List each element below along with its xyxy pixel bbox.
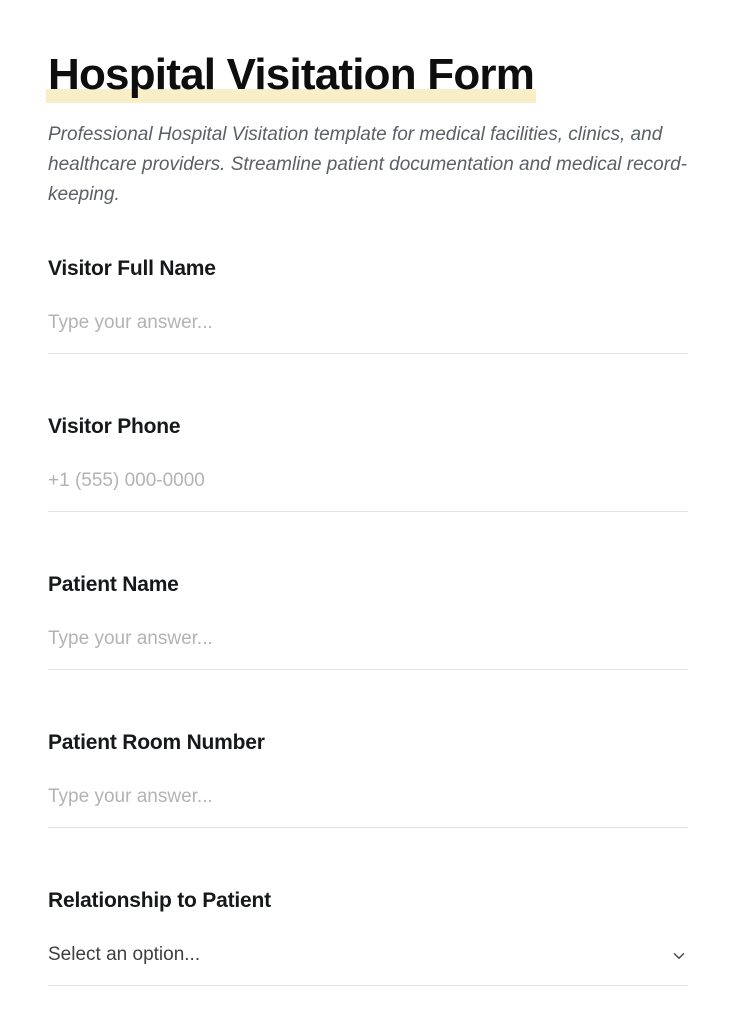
field-patient-room-number [48,730,688,828]
relationship-to-patient-select[interactable] [48,944,688,986]
visitor-phone-input-row [48,470,688,512]
page-description: Professional Hospital Visitation template for medical facilities, clinics, and healthcare providers. Streamline patient documentation and medical record-keeping. [48,124,687,206]
patient-name-input[interactable] [48,628,688,669]
relationship-to-patient-label: Relationship to Patient [48,889,271,913]
patient-name-input-row [48,628,688,670]
relationship-select-value: Select an option... [48,944,201,966]
visitor-phone-label: Visitor Phone [48,415,181,439]
patient-name-label: Patient Name [48,573,179,597]
field-relationship-to-patient [48,888,688,986]
visitor-full-name-label: Visitor Full Name [48,257,216,281]
chevron-down-icon [670,947,688,965]
field-visitor-full-name [48,256,688,354]
patient-room-number-input-row [48,786,688,828]
patient-room-number-input[interactable] [48,786,688,827]
field-patient-name [48,572,688,670]
visitor-phone-input[interactable] [48,470,688,511]
page-title-text: Hospital Visitation Form [48,50,535,99]
patient-room-number-label: Patient Room Number [48,731,265,755]
page-title [48,52,534,98]
visitor-full-name-input-row [48,312,688,354]
field-visitor-phone [48,414,688,512]
visitor-full-name-input[interactable] [48,312,688,353]
